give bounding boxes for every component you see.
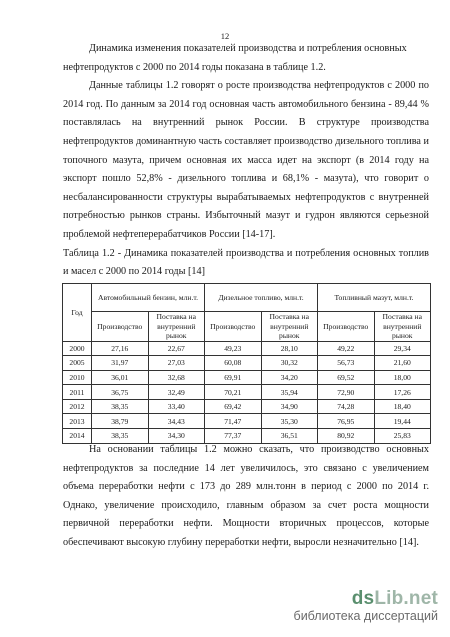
value-cell: 21,60 bbox=[374, 356, 431, 371]
domestic-supply-subheader: Поставка на внутренний рынок bbox=[261, 312, 318, 342]
value-cell: 36,51 bbox=[261, 429, 318, 444]
year-cell: 2011 bbox=[63, 385, 92, 400]
conclusion-text bbox=[63, 441, 429, 553]
value-cell: 36,75 bbox=[92, 385, 149, 400]
value-cell: 77,37 bbox=[205, 429, 262, 444]
paragraph-3: На основании таблицы 1.2 можно сказать, что производство основных нефтепродуктов за последние 14 лет увеличилось, это связано с увеличением объема переработки нефти с 173 до 289 млн.тонн в период с 2000 по 2014 г. Однако, увеличение происходило, главным образом за счет роста мощности первичной переработки нефти. Мощности вторичных процессов, которые обеспечивают высокую глубину переработки нефти, выросли незначительно [14]. bbox=[63, 444, 429, 548]
value-cell: 69,42 bbox=[205, 399, 262, 414]
value-cell: 27,16 bbox=[92, 341, 149, 356]
production-table bbox=[62, 283, 431, 444]
value-cell: 31,97 bbox=[92, 356, 149, 371]
value-cell: 49,23 bbox=[205, 341, 262, 356]
diesel-header: Дизельное топливо, млн.т. bbox=[205, 284, 318, 312]
watermark-logo bbox=[294, 588, 438, 623]
value-cell: 25,83 bbox=[374, 429, 431, 444]
table-row bbox=[63, 341, 431, 356]
table-row bbox=[63, 385, 431, 400]
value-cell: 30,32 bbox=[261, 356, 318, 371]
value-cell: 34,20 bbox=[261, 370, 318, 385]
value-cell: 34,43 bbox=[148, 414, 205, 429]
production-subheader: Производство bbox=[318, 312, 375, 342]
value-cell: 35,30 bbox=[261, 414, 318, 429]
value-cell: 38,35 bbox=[92, 399, 149, 414]
year-cell: 2005 bbox=[63, 356, 92, 371]
value-cell: 69,91 bbox=[205, 370, 262, 385]
value-cell: 38,35 bbox=[92, 429, 149, 444]
production-subheader: Производство bbox=[92, 312, 149, 342]
value-cell: 60,08 bbox=[205, 356, 262, 371]
logo-brand: dsLib.net bbox=[351, 588, 438, 609]
table-row bbox=[63, 399, 431, 414]
production-subheader: Производство bbox=[205, 312, 262, 342]
value-cell: 19,44 bbox=[374, 414, 431, 429]
value-cell: 38,79 bbox=[92, 414, 149, 429]
value-cell: 18,00 bbox=[374, 370, 431, 385]
domestic-supply-subheader: Поставка на внутренний рынок bbox=[374, 312, 431, 342]
year-cell: 2013 bbox=[63, 414, 92, 429]
value-cell: 72,90 bbox=[318, 385, 375, 400]
value-cell: 18,40 bbox=[374, 399, 431, 414]
value-cell: 17,26 bbox=[374, 385, 431, 400]
value-cell: 56,73 bbox=[318, 356, 375, 371]
value-cell: 27,03 bbox=[148, 356, 205, 371]
year-cell: 2014 bbox=[63, 429, 92, 444]
value-cell: 22,67 bbox=[148, 341, 205, 356]
value-cell: 34,30 bbox=[148, 429, 205, 444]
value-cell: 32,68 bbox=[148, 370, 205, 385]
value-cell: 49,22 bbox=[318, 341, 375, 356]
value-cell: 70,21 bbox=[205, 385, 262, 400]
logo-tagline: библиотека диссертаций bbox=[293, 609, 438, 623]
value-cell: 80,92 bbox=[318, 429, 375, 444]
value-cell: 32,49 bbox=[148, 385, 205, 400]
value-cell: 33,40 bbox=[148, 399, 205, 414]
value-cell: 29,34 bbox=[374, 341, 431, 356]
table-row bbox=[63, 414, 431, 429]
paragraph-2: Данные таблицы 1.2 говорят о росте производства нефтепродуктов с 2000 по 2014 год. По данным за 2014 год основная часть автомобильного бензина - 89,44 % поставлялась на внутренний рынок России. В структуре производства нефтепродуктов доминантную часть составляет производство дизельного топлива и топочного мазута, причем основная их масса идет на экспорт (в 2014 году на экспорт пошло 52,8% - дизельного топлива и 68,1% - мазута), что говорит о несбалансированности структуры вырабатываемых нефтепродуктов с внутренней потребностью рынков страны. Избыточный мазут и гудрон являются серьезной проблемой нефтеперерабатчиков России [14-17]. bbox=[63, 80, 429, 240]
value-cell: 74,28 bbox=[318, 399, 375, 414]
value-cell: 35,94 bbox=[261, 385, 318, 400]
fuel-oil-header: Топливный мазут, млн.т. bbox=[318, 284, 431, 312]
intro-text bbox=[63, 40, 429, 282]
table-row bbox=[63, 356, 431, 371]
value-cell: 76,95 bbox=[318, 414, 375, 429]
gasoline-header: Автомобильный бензин, млн.т. bbox=[92, 284, 205, 312]
table-body bbox=[63, 341, 431, 443]
page-number: 12 bbox=[220, 31, 230, 41]
year-cell: 2000 bbox=[63, 341, 92, 356]
year-header: Год bbox=[63, 284, 92, 342]
paragraph-1-line-2: нефтепродуктов с 2000 по 2014 годы показана в таблице 1.2. bbox=[63, 61, 326, 73]
value-cell: 36,01 bbox=[92, 370, 149, 385]
domestic-supply-subheader: Поставка на внутренний рынок bbox=[148, 312, 205, 342]
value-cell: 69,52 bbox=[318, 370, 375, 385]
year-cell: 2010 bbox=[63, 370, 92, 385]
value-cell: 34,90 bbox=[261, 399, 318, 414]
table-caption: Таблица 1.2 - Динамика показателей производства и потребления основных топлив и масел с 2000 по 2014 годы [14] bbox=[63, 247, 429, 278]
year-cell: 2012 bbox=[63, 399, 92, 414]
paragraph-1-line-1: Динамика изменения показателей производства и потребления основных bbox=[89, 43, 407, 54]
value-cell: 71,47 bbox=[205, 414, 262, 429]
value-cell: 28,10 bbox=[261, 341, 318, 356]
table-row bbox=[63, 370, 431, 385]
